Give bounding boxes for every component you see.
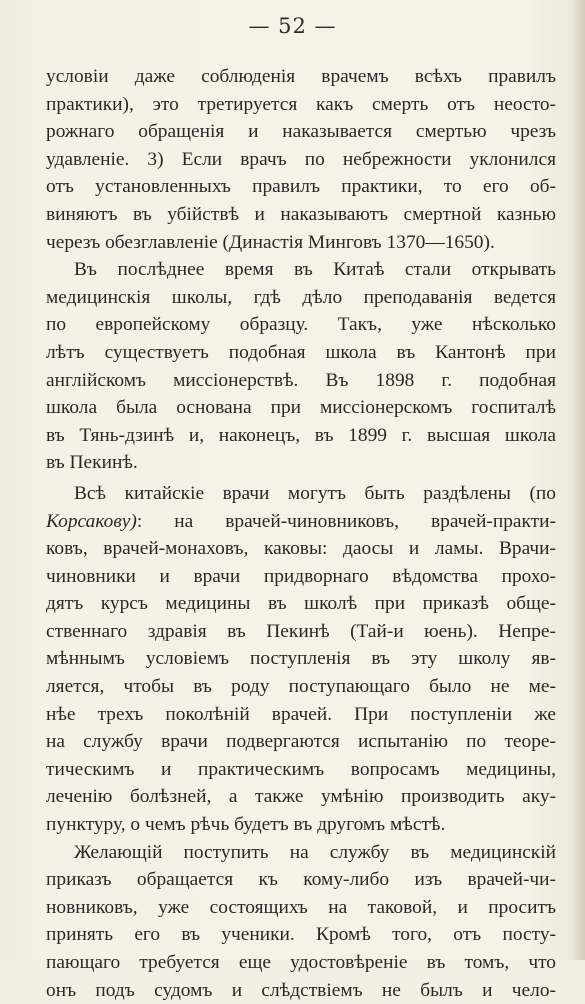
text-line: приказъ обращается къ кому-либо изъ врачей-чи- [46,869,556,891]
paragraph [46,480,556,839]
text-line: по европейскому образцу. Такъ, уже нѣсколько [46,314,556,336]
text-line: рожнаго обращенія и наказывается смертью чрезъ [46,121,556,143]
text-line: Корсакову): на врачей-чиновниковъ, врачей-практи- [46,510,556,532]
paragraph [46,63,556,256]
text-line: Желающій поступить на службу въ медицинскій [74,841,556,863]
text-line: ственнаго здравія въ Пекинѣ (Тай-и юень). Непре- [46,620,556,642]
text-line: ковъ, врачей-монаховъ, каковы: даосы и ламы. Врачи- [46,538,556,560]
text-line: въ Тянь-дзинѣ и, наконецъ, въ 1899 г. высшая школа [46,424,556,446]
paragraph [46,839,556,1004]
text-line: леченію болѣзней, а также умѣнію производить аку- [46,786,556,808]
text-line: Всѣ китайскіе врачи могутъ быть раздѣлены (по [74,482,556,504]
text-line: школа была основана при миссіонерскомъ госпиталѣ [46,397,556,419]
text-line: ляется, чтобы въ роду поступающаго было не ме- [46,676,556,698]
text-line: пунктуру, о чемъ рѣчь будетъ въ другомъ мѣстѣ. [46,814,446,836]
text-line: пающаго требуется еще удостовѣреніе въ томъ, что [46,952,556,973]
text-line: англійскомъ миссіонерствѣ. Въ 1898 г. подобная [46,369,556,391]
text-line: Въ послѣднее время въ Китаѣ стали открывать [74,259,556,281]
text-line: практики), это третируется какъ смерть отъ неосто- [46,93,556,115]
paragraph [46,256,556,477]
text-line: нѣе трехъ поколѣній врачей. При поступленіи же [46,703,556,725]
page-edge-shadow [571,0,585,960]
text-line: на службу врачи подвергаются испытанію по теоре- [46,731,556,753]
text-line: медицинскія школы, гдѣ дѣло преподаванія ведется [46,286,556,308]
body-text [46,63,556,1004]
text-line: въ Пекинѣ. [46,452,138,474]
text-line: условіи даже соблюденія врачемъ всѣхъ правилъ [46,66,556,87]
text-line: удавленіе. 3) Если врачъ по небрежности уклонился [46,148,556,170]
text-line: лѣтъ существуетъ подобная школа въ Кантонѣ при [46,341,556,363]
author-name: Корсакову) [46,510,137,532]
text-line: виняютъ въ убійствѣ и наказываютъ смертной казнью [46,203,556,225]
text-line: чиновники и врачи придворнаго вѣдомства прохо- [46,565,556,587]
text-line: черезъ обезглавленіе (Династія Минговъ 1370—1650). [46,231,495,253]
text-line: мѣннымъ условіемъ поступленія въ эту школу яв- [46,648,556,670]
page-number: — 52 — [248,14,337,38]
text-line: онъ подъ судомъ и слѣдствіемъ не былъ и чело- [46,979,556,1001]
text-line: принять его въ ученики. Кромѣ того, отъ посту- [46,924,556,946]
text-line: новниковъ, уже состоящихъ на таковой, и проситъ [46,896,556,918]
text-line: тическимъ и практическимъ вопросамъ медицины, [46,758,556,780]
text-line: дятъ курсъ медицины въ школѣ при приказѣ обще- [46,593,556,615]
text-line: отъ установленныхъ правилъ практики, то его об- [46,176,556,198]
